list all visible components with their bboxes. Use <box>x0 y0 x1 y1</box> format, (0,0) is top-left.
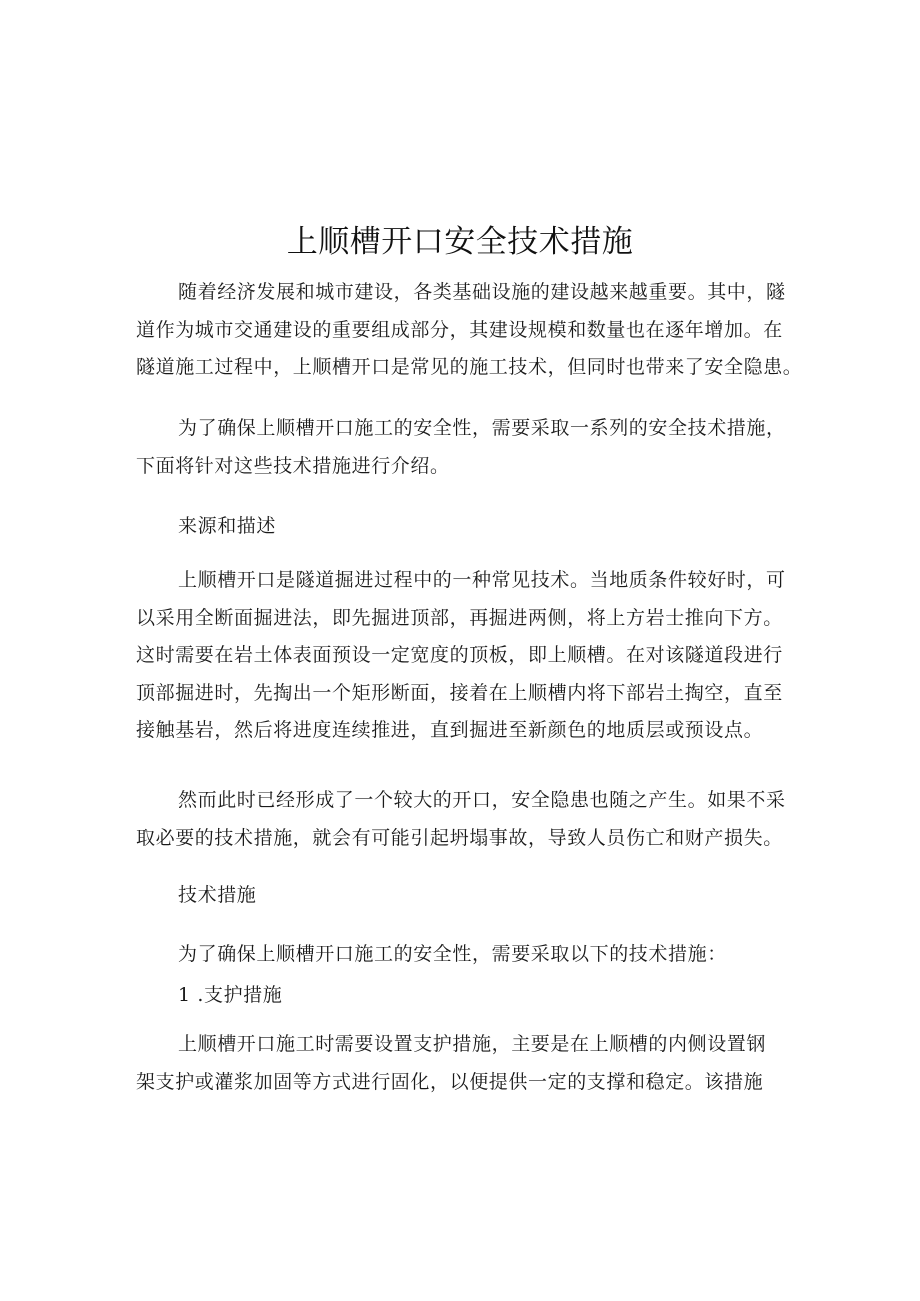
paragraph-line: 道作为城市交通建设的重要组成部分，其建设规模和数量也在逐年增加。在 <box>136 318 783 341</box>
paragraph-line: 下面将针对这些技术措施进行介绍。 <box>136 454 450 477</box>
section-heading-source: 来源和描述 <box>178 515 277 537</box>
list-item-heading-support: 1 .支护措施 <box>178 984 283 1006</box>
paragraph-purpose <box>136 410 808 485</box>
paragraph-line: 为了确保上顺槽开口施工的安全性，需要采取一系列的安全技术措施， <box>178 417 786 439</box>
paragraph-source <box>136 562 808 750</box>
paragraph-line: 以采用全断面掘进法，即先掘进顶部，再掘进两侧，将上方岩士推向下方。 <box>136 606 783 629</box>
paragraph-risk <box>136 782 808 857</box>
paragraph-intro <box>136 274 808 387</box>
paragraph-line: 然而此时已经形成了一个较大的开口，安全隐患也随之产生。如果不采 <box>178 789 786 811</box>
paragraph-line: 取必要的技术措施，就会有可能引起坍塌事故，导致人员伤亡和财产损失。 <box>136 826 783 849</box>
paragraph-line: 上顺槽开口是隧道掘进过程中的一种常见技术。当地质条件较好时，可 <box>178 569 786 591</box>
paragraph-line: 接触基岩，然后将进度连续推进，直到掘进至新颜色的地质层或预设点。 <box>136 719 764 741</box>
section-heading-measures: 技术措施 <box>178 884 257 906</box>
document-title: 上顺槽开口安全技术措施 <box>286 224 634 260</box>
paragraph-line: 顶部掘进时，先掏出一个矩形断面，接着在上顺槽内将下部岩土掏空，直至 <box>136 681 783 704</box>
paragraph-line: 上顺槽开口施工时需要设置支护措施，主要是在上顺槽的内侧设置钢 <box>178 1033 767 1055</box>
paragraph-line: 这时需要在岩土体表面预设一定宽度的顶板，即上顺槽。在对该隧道段进行 <box>136 644 783 666</box>
paragraph-line: 随着经济发展和城市建设，各类基础设施的建设越来越重要。其中，隧 <box>178 281 786 303</box>
paragraph-measures-intro: 为了确保上顺槽开口施工的安全性，需要采取以下的技术措施： <box>178 943 727 965</box>
paragraph-line: 隧道施工过程中，上顺槽开口是常见的施工技术，但同时也带来了安全隐患。 <box>136 356 803 378</box>
paragraph-line: 架支护或灌浆加固等方式进行固化，以便提供一定的支撑和稳定。该措施 <box>136 1070 764 1093</box>
paragraph-support <box>136 1026 808 1101</box>
